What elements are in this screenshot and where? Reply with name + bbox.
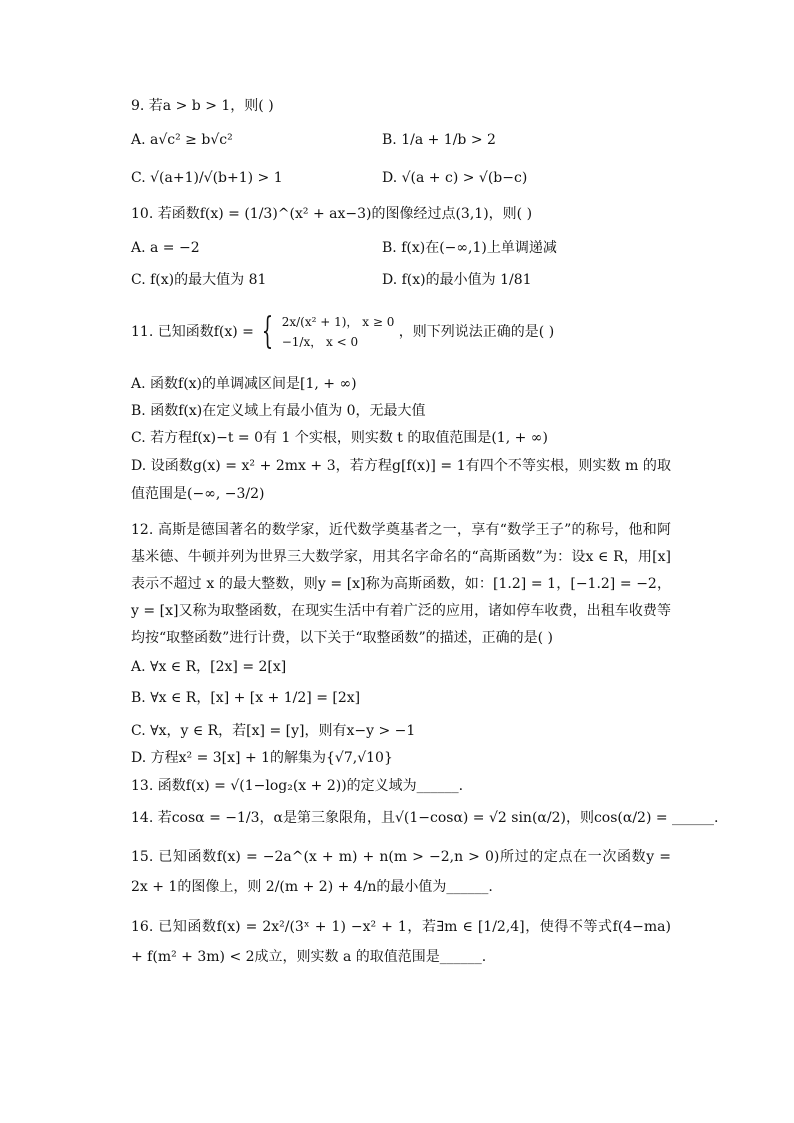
q16-stem: 16. 已知函数f(x) = 2x²/(3ˣ + 1) −x² + 1，若∃m ∈ [1/2,4]，使得不等式f(4−ma) + f(m² + 3m) < 2成立，则实数 a 的取值范围是______. xyxy=(131,919,671,965)
q12-option-a: A. ∀x ∈ R，[2x] = 2[x] xyxy=(131,659,287,675)
q9-option-b: B. 1/a + 1/b > 2 xyxy=(382,132,496,148)
q10-stem: 10. 若函数f(x) = (1/3)^(x² + ax−3)的图像经过点(3,1)，则( ) xyxy=(131,206,533,222)
q11-stem-suffix: ，则下列说法正确的是( ) xyxy=(398,324,555,340)
q10-option-d: D. f(x)的最小值为 1/81 xyxy=(382,272,532,288)
q9-option-d: D. √(a + c) > √(b−c) xyxy=(382,170,528,186)
q11-option-d: D. 设函数g(x) = x² + 2mx + 3，若方程g[f(x)] = 1有四个不等实根，则实数 m 的取值范围是(−∞, −3/2) xyxy=(131,458,671,502)
q10-option-b: B. f(x)在(−∞,1)上单调递减 xyxy=(382,240,557,256)
q11-option-a: A. 函数f(x)的单调减区间是[1, + ∞) xyxy=(131,376,357,392)
q11-case-2: −1/x， x < 0 xyxy=(281,335,359,349)
q11-stem-prefix: 11. 已知函数f(x) = xyxy=(131,324,254,340)
q9-option-c: C. √(a+1)/√(b+1) > 1 xyxy=(131,170,283,186)
q11-option-b: B. 函数f(x)在定义域上有最小值为 0，无最大值 xyxy=(131,403,426,419)
q9-stem: 9. 若a > b > 1，则( ) xyxy=(131,98,274,114)
q12-stem: 12. 高斯是德国著名的数学家，近代数学奠基者之一，享有“数学王子”的称号，他和阿基米德、牛顿并列为世界三大数学家，用其名字命名的“高斯函数”为：设x ∈ R，用[x]表示不超过 x 的最大整数，则y = [x]称为高斯函数，如：[1.2] = 1，[−1.2] = −2，y = [x]又称为取整函数，在现实生活中有着广泛的应用，诸如停车收费，出租车收费等均按“取整函数”进行计费，以下关于“取整函数”的描述，正确的是( ) xyxy=(131,522,671,646)
q9-option-a: A. a√c² ≥ b√c² xyxy=(131,132,233,148)
piecewise-cases xyxy=(282,312,395,352)
q12-option-d: D. 方程x² = 3[x] + 1的解集为{√7,√10} xyxy=(131,750,393,766)
q14-stem: 14. 若cosα = −1/3，α是第三象限角，且√(1−cosα) = √2 sin(α/2)，则cos(α/2) = ______. xyxy=(131,810,719,826)
q11-stem xyxy=(131,312,554,352)
q13-stem: 13. 函数f(x) = √(1−log₂(x + 2))的定义域为______. xyxy=(131,778,464,794)
q10-option-c: C. f(x)的最大值为 81 xyxy=(131,272,267,288)
q11-option-c: C. 若方程f(x)−t = 0有 1 个实根，则实数 t 的取值范围是(1, + ∞) xyxy=(131,430,548,446)
piecewise-brace: { xyxy=(262,311,274,352)
q15-stem: 15. 已知函数f(x) = −2a^(x + m) + n(m > −2,n > 0)所过的定点在一次函数y = 2x + 1的图像上，则 2/(m + 2) + 4/n的最小值为______. xyxy=(131,849,671,895)
q11-case-1: 2x/(x² + 1)， x ≥ 0 xyxy=(281,315,395,329)
q10-option-a: A. a = −2 xyxy=(131,240,200,256)
q12-option-c: C. ∀x，y ∈ R，若[x] = [y]，则有x−y > −1 xyxy=(131,723,416,739)
q12-option-b: B. ∀x ∈ R，[x] + [x + 1/2] = [2x] xyxy=(131,690,361,706)
